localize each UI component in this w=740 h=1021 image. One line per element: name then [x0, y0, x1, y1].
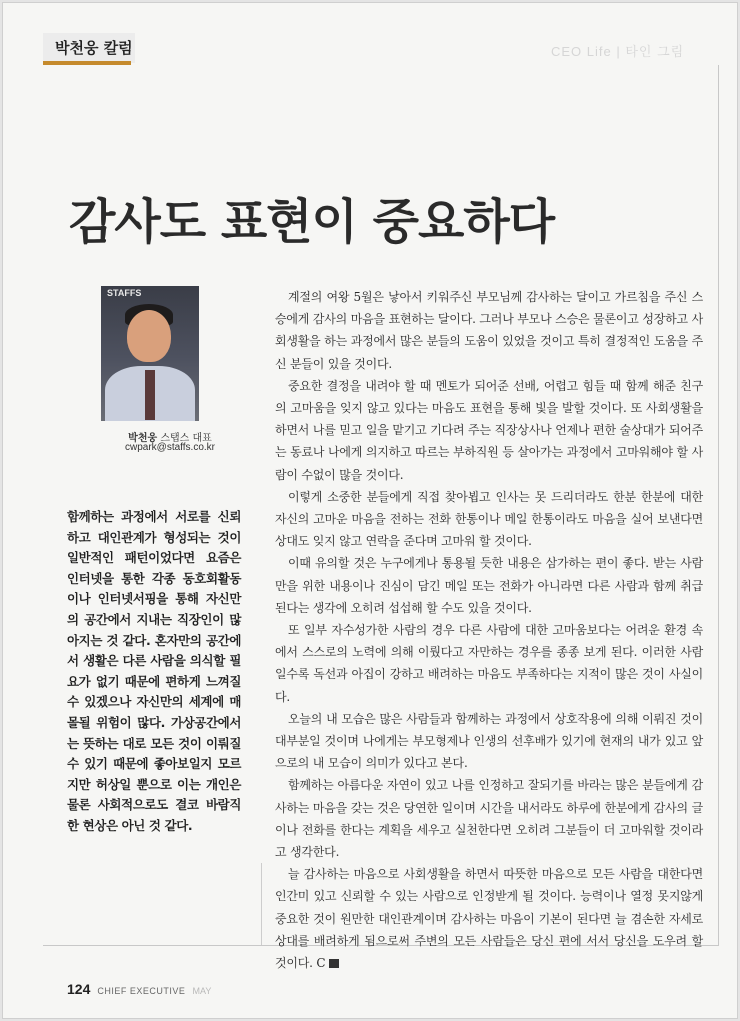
body-paragraph: 이렇게 소중한 분들에게 직접 찾아뵙고 인사는 못 드리더라도 한분 한분에 대한 자신의 고마운 마음을 전하는 전화 한통이나 메일 한통이라도 마음을 실어 보낸다면 상대도 잊지 않고 연락을 준다며 고마워 할 것이다. — [275, 489, 703, 549]
pull-quote: 함께하는 과정에서 서로를 신뢰하고 대인관계가 형성되는 것이 일반적인 패턴이었다면 요즘은 인터넷을 통한 각종 동호회활동이나 인터넷서핑을 통해 자신만의 공간에서 지내는 직장인이 많아지는 것 같다. 혼자만의 공간에서 생활은 다른 사람을 의식할 필요가 없기 때문에 편하게 느껴질 수 있겠으나 자신만의 세계에 매몰될 위험이 많다. 가상공간에서는 뜻하는 대로 모든 것이 이뤄질 수 있기 때문에 좋아보일지 모르지만 허상일 뿐으로 이는 개인은 물론 사회적으로도 결코 바람직한 현상은 아닌 것 같다. — [67, 509, 241, 833]
photo-face — [127, 310, 171, 362]
running-header: CEO Life | 타인 그림 — [551, 44, 685, 59]
column-divider — [261, 863, 262, 945]
author-email: cwpark@staffs.co.kr — [125, 442, 215, 453]
photo-sign-text: STAFFS — [107, 288, 142, 298]
section-label: 박천웅 칼럼 — [55, 39, 133, 57]
body-paragraph: 계절의 여왕 5월은 낳아서 키워주신 부모님께 감사하는 달이고 가르침을 주신 스승에게 감사의 마음을 표현하는 달이다. 그러나 부모나 스승은 물론이고 성장하고 사회생활을 하는 과정에서 많은 분들의 도움이 있었을 것이고 특히 결정적인 도움을 주신 분들이 있을 것이다. — [275, 290, 703, 371]
body-paragraph: 중요한 결정을 내려야 할 때 멘토가 되어준 선배, 어렵고 힘들 때 함께 해준 친구의 고마움을 잊지 않고 있다는 마음도 표현을 통해 빛을 발할 것이다. 또 사회생활을 하면서 나를 믿고 일을 맡기고 기다려 주는 직장상사나 언제나 편한 술상대가 되어주는 동료나 나에게 의지하고 따르는 부하직원 등 살아가는 과정에서 고마워해야 할 사람이 수없이 많을 것이다. — [275, 378, 703, 482]
body-paragraph-last — [275, 863, 703, 974]
article-body — [275, 286, 703, 974]
body-paragraph: 이때 유의할 것은 누구에게나 통용될 듯한 내용은 삼가하는 편이 좋다. 받는 사람만을 위한 내용이나 진심이 담긴 메일 또는 전화가 아니라면 다른 사람과 함께 취급된다는 생각에 오히려 섭섭해 할 수도 있을 것이다. — [275, 556, 703, 615]
magazine-name: CHIEF EXECUTIVE — [97, 986, 186, 996]
body-paragraph: 오늘의 내 모습은 많은 사람들과 함께하는 과정에서 상호작용에 의해 이뤄진 것이 대부분일 것이며 나에게는 부모형제나 인생의 선후배가 있기에 현재의 내가 있고 앞으로의 내 모습이 의미가 있다고 본다. — [275, 711, 703, 771]
end-mark-icon — [329, 959, 339, 968]
last-paragraph-text: 늘 감사하는 마음으로 사회생활을 하면서 따뜻한 마음으로 모든 사람을 대한다면 인간미 있고 신뢰할 수 있는 사람으로 인정받게 될 것이다. 능력이나 열정 못지않게 중요한 것이 원만한 대인관계이며 감사하는 마음이 기본이 된다면 늘 겸손한 자세로 상대를 배려하게 됨으로써 주변의 모든 사람들은 당신 편에 서서 당신을 도우려 할 것이다. C — [275, 867, 703, 971]
page-footer — [67, 981, 211, 997]
article-title: 감사도 표현이 중요하다 — [69, 194, 555, 251]
issue-month: MAY — [192, 986, 212, 996]
author-name: 박천웅 — [128, 433, 158, 444]
body-paragraph: 또 일부 자수성가한 사람의 경우 다른 사람에 대한 고마움보다는 어려운 환경 속에서 스스로의 노력에 의해 이뤘다고 자만하는 경우를 종종 보게 된다. 이러한 사람일수록 독선과 아집이 강하고 배려하는 마음도 부족하다는 지적이 많은 것이 사실이다. — [275, 623, 703, 704]
magazine-page — [2, 2, 738, 1019]
photo-tie — [145, 370, 155, 420]
body-paragraph: 함께하는 아름다운 자연이 있고 나를 인정하고 잘되기를 바라는 많은 분들에게 감사하는 마음을 갖는 것은 당연한 일이며 시간을 내서라도 하루에 한분에게 감사의 글이나 전화를 한다는 계획을 세우고 실천한다면 오히려 그분들이 더 고마워할 것이라고 생각한다. — [275, 778, 703, 860]
author-role: 스탭스 대표 — [160, 433, 212, 444]
author-photo — [101, 286, 199, 421]
page-number: 124 — [67, 981, 91, 997]
